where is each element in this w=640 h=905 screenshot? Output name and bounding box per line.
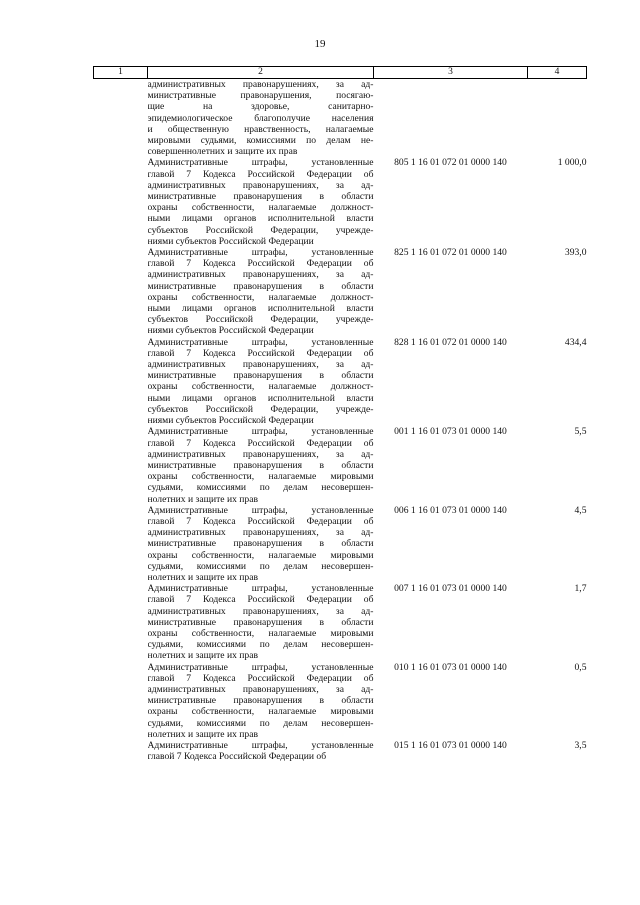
description-line: министративные правонарушения в области	[147, 370, 374, 382]
amount-value: 5,5	[574, 426, 587, 438]
table-row	[94, 583, 587, 661]
cell-empty	[94, 740, 148, 762]
description-line: административных правонарушениях, за ад-	[147, 359, 374, 371]
description-line: административных правонарушениях, за ад-	[147, 448, 374, 460]
cell-empty	[94, 662, 148, 740]
cell-empty	[94, 247, 148, 337]
description-line: Административные штрафы, установленные	[147, 661, 374, 673]
cell-empty	[94, 426, 148, 504]
description-line: судьями, комиссиями по делам несовершен-	[147, 717, 374, 729]
description-line: административных правонарушениях, за ад-	[147, 269, 374, 281]
amount-value: 4,5	[574, 504, 587, 516]
budget-classification-code: 007 1 16 01 073 01 0000 140	[394, 583, 507, 595]
description-line: главой 7 Кодекса Российской Федерации об	[147, 515, 374, 527]
page-number: 19	[314, 38, 326, 50]
amount-value: 434,4	[564, 336, 587, 348]
description-line: Административные штрафы, установленные	[147, 247, 374, 259]
description-line: министративные правонарушения в области	[147, 459, 374, 471]
amount-value: 3,5	[574, 739, 587, 751]
description-line: ниями субъектов Российской Федерации	[147, 415, 314, 427]
description-line: Административные штрафы, установленные	[147, 739, 374, 751]
table-row	[94, 79, 587, 158]
description-line: Административные штрафы, установленные	[147, 157, 374, 169]
description-line: главой 7 Кодекса Российской Федерации об	[147, 347, 374, 359]
budget-classification-code: 828 1 16 01 072 01 0000 140	[394, 336, 507, 348]
description-line: совершеннолетних и защите их прав	[147, 146, 298, 158]
description-line: ниями субъектов Российской Федерации	[147, 325, 314, 337]
amount-value: 1,7	[574, 583, 587, 595]
description-line: административных правонарушениях, за ад-	[147, 527, 374, 539]
revenue-description	[148, 337, 374, 427]
table-header-row	[94, 67, 587, 79]
description-line: главой 7 Кодекса Российской Федерации об	[147, 168, 374, 180]
description-line: субъектов Российской Федерации, учрежде-	[147, 314, 374, 326]
description-line: нолетних и защите их прав	[147, 493, 259, 505]
description-line: охраны собственности, налагаемые мировыми	[147, 627, 374, 639]
description-line: нолетних и защите их прав	[147, 728, 259, 740]
revenue-description	[148, 79, 374, 158]
table-body	[94, 79, 587, 763]
description-line: охраны собственности, налагаемые мировыми	[147, 471, 374, 483]
revenue-description	[148, 426, 374, 504]
table-row	[94, 247, 587, 337]
description-line: министративные правонарушения в области	[147, 538, 374, 550]
description-line: главой 7 Кодекса Российской Федерации об	[147, 672, 374, 684]
revenue-description	[148, 157, 374, 247]
table-row	[94, 505, 587, 583]
amount-value: 0,5	[574, 661, 587, 673]
cell-empty	[94, 79, 148, 158]
revenue-description	[148, 505, 374, 583]
description-line: административных правонарушениях, за ад-	[147, 683, 374, 695]
budget-classification-code: 825 1 16 01 072 01 0000 140	[394, 247, 507, 259]
description-line: Административные штрафы, установленные	[147, 336, 374, 348]
description-line: и общественную нравственность, налагаемые	[147, 123, 374, 135]
budget-classification-code: 015 1 16 01 073 01 0000 140	[394, 739, 507, 751]
description-line: нолетних и защите их прав	[147, 650, 259, 662]
description-line: охраны собственности, налагаемые мировыми	[147, 706, 374, 718]
description-line: судьями, комиссиями по делам несовершен-	[147, 639, 374, 651]
description-line: Административные штрафы, установленные	[147, 583, 374, 595]
description-line: охраны собственности, налагаемые мировыми	[147, 549, 374, 561]
description-line: ными лицами органов исполнительной власти	[147, 392, 374, 404]
budget-classification-code: 001 1 16 01 073 01 0000 140	[394, 426, 507, 438]
description-line: министративные правонарушения в области	[147, 280, 374, 292]
column-header-2: 2	[148, 67, 374, 79]
description-line: охраны собственности, налагаемые должност-	[147, 291, 374, 303]
revenue-description	[148, 662, 374, 740]
description-line: министративные правонарушения в области	[147, 695, 374, 707]
column-header-4: 4	[528, 67, 587, 79]
cell-empty	[94, 337, 148, 427]
description-line: главой 7 Кодекса Российской Федерации об	[147, 437, 374, 449]
description-line: административных правонарушениях, за ад-	[147, 179, 374, 191]
description-line: министративные правонарушения, посягаю-	[147, 90, 374, 102]
amount-value	[528, 79, 587, 158]
description-line: административных правонарушениях, за ад-	[147, 79, 374, 90]
description-line: Административные штрафы, установленные	[147, 426, 374, 438]
cell-empty	[94, 157, 148, 247]
revenue-description	[148, 247, 374, 337]
budget-classification-code: 006 1 16 01 073 01 0000 140	[394, 504, 507, 516]
description-line: ными лицами органов исполнительной власти	[147, 303, 374, 315]
column-header-1: 1	[94, 67, 148, 79]
revenue-table	[93, 66, 587, 762]
description-line: Административные штрафы, установленные	[147, 504, 374, 516]
description-line: ниями субъектов Российской Федерации	[147, 235, 314, 247]
description-line: судьями, комиссиями по делам несовершен-	[147, 482, 374, 494]
budget-classification-code: 805 1 16 01 072 01 0000 140	[394, 157, 507, 169]
description-line: нолетних и защите их прав	[147, 571, 259, 583]
table-row	[94, 740, 587, 762]
revenue-description	[148, 583, 374, 661]
table-row	[94, 337, 587, 427]
table-row	[94, 426, 587, 504]
description-line: судьями, комиссиями по делам несовершен-	[147, 560, 374, 572]
description-line: мировыми судьями, комиссиями по делам не-	[147, 135, 374, 147]
description-line: главой 7 Кодекса Российской Федерации об	[147, 594, 374, 606]
description-line: щие на здоровье, санитарно-	[147, 101, 374, 113]
revenue-description	[148, 740, 374, 762]
description-line: охраны собственности, налагаемые должност-	[147, 381, 374, 393]
description-line: административных правонарушениях, за ад-	[147, 605, 374, 617]
description-line: ными лицами органов исполнительной власти	[147, 213, 374, 225]
amount-value: 1 000,0	[557, 157, 587, 169]
description-line: министративные правонарушения в области	[147, 616, 374, 628]
description-line: субъектов Российской Федерации, учрежде-	[147, 403, 374, 415]
budget-classification-code	[374, 79, 528, 158]
description-line: министративные правонарушения в области	[147, 191, 374, 203]
description-line: главой 7 Кодекса Российской Федерации об	[147, 258, 374, 270]
cell-empty	[94, 505, 148, 583]
amount-value: 393,0	[564, 247, 587, 259]
description-line: главой 7 Кодекса Российской Федерации об	[147, 751, 327, 763]
description-line: эпидемиологическое благополучие населения	[147, 112, 374, 124]
cell-empty	[94, 583, 148, 661]
budget-classification-code: 010 1 16 01 073 01 0000 140	[394, 661, 507, 673]
table-row	[94, 157, 587, 247]
description-line: охраны собственности, налагаемые должност-	[147, 202, 374, 214]
column-header-3: 3	[374, 67, 528, 79]
description-line: субъектов Российской Федерации, учрежде-	[147, 224, 374, 236]
table-row	[94, 662, 587, 740]
